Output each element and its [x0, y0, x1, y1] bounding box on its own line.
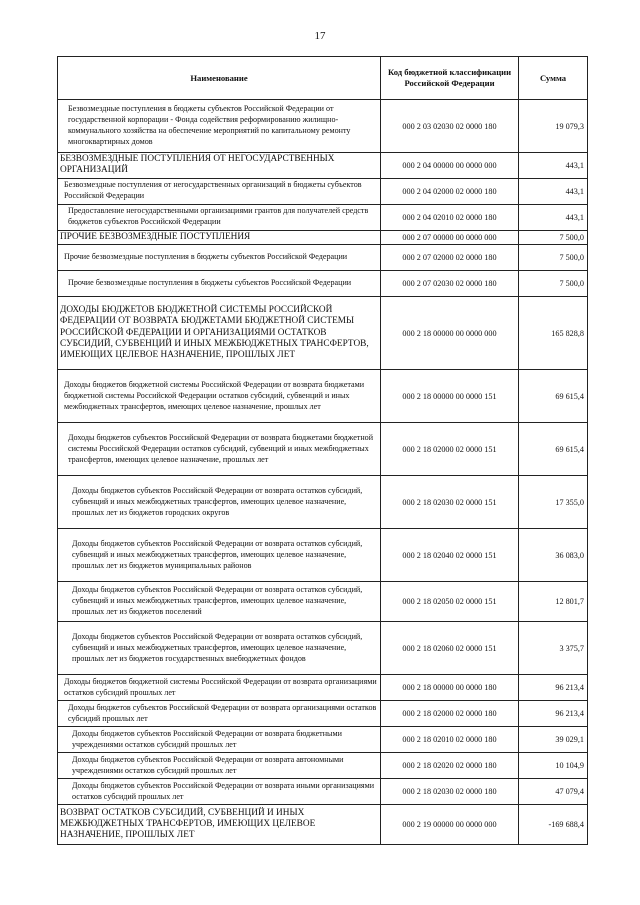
row-code: 000 2 04 02000 02 0000 180: [381, 178, 519, 204]
row-name: Доходы бюджетов субъектов Российской Федерации от возврата автономными учреждениями остатков субсидий прошлых лет: [58, 753, 381, 779]
table-row: [58, 753, 588, 779]
row-sum: 17 355,0: [519, 476, 588, 529]
table-row: [58, 805, 588, 845]
row-code: 000 2 18 00000 00 0000 180: [381, 675, 519, 701]
row-sum: 443,1: [519, 153, 588, 179]
table-row: [58, 529, 588, 582]
row-code: 000 2 04 00000 00 0000 000: [381, 153, 519, 179]
row-code: 000 2 18 02050 02 0000 151: [381, 582, 519, 622]
row-sum: 165 828,8: [519, 297, 588, 370]
row-sum: 7 500,0: [519, 230, 588, 244]
row-code: 000 2 18 02040 02 0000 151: [381, 529, 519, 582]
row-code: 000 2 19 00000 00 0000 000: [381, 805, 519, 845]
row-code: 000 2 07 00000 00 0000 000: [381, 230, 519, 244]
row-sum: -169 688,4: [519, 805, 588, 845]
row-sum: 3 375,7: [519, 622, 588, 675]
row-name: Доходы бюджетов субъектов Российской Федерации от возврата иными организациями остатков субсидий прошлых лет: [58, 779, 381, 805]
row-code: 000 2 18 02000 02 0000 180: [381, 701, 519, 727]
header-name: Наименование: [58, 57, 381, 100]
table-row: [58, 100, 588, 153]
row-sum: 443,1: [519, 204, 588, 230]
row-name: Доходы бюджетов субъектов Российской Федерации от возврата организациями остатков субсидий прошлых лет: [58, 701, 381, 727]
row-sum: 47 079,4: [519, 779, 588, 805]
table-row: [58, 423, 588, 476]
table-row: [58, 779, 588, 805]
table-row: [58, 245, 588, 271]
row-name: Доходы бюджетов субъектов Российской Федерации от возврата остатков субсидий, субвенций и иных межбюджетных трансфертов, имеющих целевое назначение, прошлых лет из бюджетов государственных внебюджетных фондов: [58, 622, 381, 675]
row-name: Прочие безвозмездные поступления в бюджеты субъектов Российской Федерации: [58, 245, 381, 271]
row-sum: 96 213,4: [519, 701, 588, 727]
table-row: [58, 622, 588, 675]
table-row: [58, 701, 588, 727]
page-number: 17: [314, 30, 326, 42]
header-sum: Сумма: [519, 57, 588, 100]
row-name: Доходы бюджетов субъектов Российской Федерации от возврата остатков субсидий, субвенций и иных межбюджетных трансфертов, имеющих целевое назначение, прошлых лет из бюджетов муниципальных районов: [58, 529, 381, 582]
row-sum: 69 615,4: [519, 423, 588, 476]
row-name: Безвозмездные поступления в бюджеты субъектов Российской Федерации от государственной корпорации - Фонда содействия реформированию жилищно-коммунального хозяйства на обеспечение мероприятий по капитальному ремонту многоквартирных домов: [58, 100, 381, 153]
row-sum: 36 083,0: [519, 529, 588, 582]
row-code: 000 2 18 00000 00 0000 000: [381, 297, 519, 370]
table-row: [58, 153, 588, 179]
row-code: 000 2 07 02000 02 0000 180: [381, 245, 519, 271]
row-sum: 7 500,0: [519, 245, 588, 271]
table-row: [58, 727, 588, 753]
row-code: 000 2 18 02030 02 0000 180: [381, 779, 519, 805]
row-name: БЕЗВОЗМЕЗДНЫЕ ПОСТУПЛЕНИЯ ОТ НЕГОСУДАРСТВЕННЫХ ОРГАНИЗАЦИЙ: [58, 153, 381, 179]
row-code: 000 2 04 02010 02 0000 180: [381, 204, 519, 230]
table-row: [58, 204, 588, 230]
budget-table: [57, 56, 588, 845]
row-code: 000 2 07 02030 02 0000 180: [381, 271, 519, 297]
row-sum: 12 801,7: [519, 582, 588, 622]
table-row: [58, 230, 588, 244]
table-row: [58, 271, 588, 297]
row-code: 000 2 18 02020 02 0000 180: [381, 753, 519, 779]
table-row: [58, 370, 588, 423]
row-name: Прочие безвозмездные поступления в бюджеты субъектов Российской Федерации: [58, 271, 381, 297]
table-row: [58, 476, 588, 529]
table-header-row: [58, 57, 588, 100]
table-row: [58, 297, 588, 370]
row-name: Доходы бюджетов субъектов Российской Федерации от возврата бюджетными учреждениями остатков субсидий прошлых лет: [58, 727, 381, 753]
row-code: 000 2 18 00000 00 0000 151: [381, 370, 519, 423]
row-sum: 96 213,4: [519, 675, 588, 701]
row-name: Безвозмездные поступления от негосударственных организаций в бюджеты субъектов Российской Федерации: [58, 178, 381, 204]
row-sum: 19 079,3: [519, 100, 588, 153]
row-name: ВОЗВРАТ ОСТАТКОВ СУБСИДИЙ, СУБВЕНЦИЙ И ИНЫХ МЕЖБЮДЖЕТНЫХ ТРАНСФЕРТОВ, ИМЕЮЩИХ ЦЕЛЕВОЕ НАЗНАЧЕНИЕ, ПРОШЛЫХ ЛЕТ: [58, 805, 381, 845]
row-name: Доходы бюджетов субъектов Российской Федерации от возврата бюджетами бюджетной системы Российской Федерации остатков субсидий, субвенций и иных межбюджетных трансфертов, имеющих целевое назначение, прошлых лет: [58, 423, 381, 476]
table-row: [58, 178, 588, 204]
row-name: ПРОЧИЕ БЕЗВОЗМЕЗДНЫЕ ПОСТУПЛЕНИЯ: [58, 230, 381, 244]
row-name: Доходы бюджетов субъектов Российской Федерации от возврата остатков субсидий, субвенций и иных межбюджетных трансфертов, имеющих целевое назначение, прошлых лет из бюджетов городских округов: [58, 476, 381, 529]
row-name: ДОХОДЫ БЮДЖЕТОВ БЮДЖЕТНОЙ СИСТЕМЫ РОССИЙСКОЙ ФЕДЕРАЦИИ ОТ ВОЗВРАТА БЮДЖЕТАМИ БЮДЖЕТНОЙ СИСТЕМЫ РОССИЙСКОЙ ФЕДЕРАЦИИ И ОРГАНИЗАЦИЯМИ ОСТАТКОВ СУБСИДИЙ, СУБВЕНЦИЙ И ИНЫХ МЕЖБЮДЖЕТНЫХ ТРАНСФЕРТОВ, ИМЕЮЩИХ ЦЕЛЕВОЕ НАЗНАЧЕНИЕ, ПРОШЛЫХ ЛЕТ: [58, 297, 381, 370]
row-code: 000 2 03 02030 02 0000 180: [381, 100, 519, 153]
row-sum: 69 615,4: [519, 370, 588, 423]
row-name: Предоставление негосударственными организациями грантов для получателей средств бюджетов субъектов Российской Федерации: [58, 204, 381, 230]
row-name: Доходы бюджетов субъектов Российской Федерации от возврата остатков субсидий, субвенций и иных межбюджетных трансфертов, имеющих целевое назначение, прошлых лет из бюджетов поселений: [58, 582, 381, 622]
row-code: 000 2 18 02030 02 0000 151: [381, 476, 519, 529]
row-sum: 39 029,1: [519, 727, 588, 753]
table-row: [58, 582, 588, 622]
row-code: 000 2 18 02000 02 0000 151: [381, 423, 519, 476]
row-name: Доходы бюджетов бюджетной системы Российской Федерации от возврата бюджетами бюджетной системы Российской Федерации остатков субсидий, субвенций и иных межбюджетных трансфертов, имеющих целевое назначение, прошлых лет: [58, 370, 381, 423]
row-name: Доходы бюджетов бюджетной системы Российской Федерации от возврата организациями остатков субсидий прошлых лет: [58, 675, 381, 701]
row-code: 000 2 18 02060 02 0000 151: [381, 622, 519, 675]
header-code: Код бюджетной классификации Российской Федерации: [381, 57, 519, 100]
row-sum: 10 104,9: [519, 753, 588, 779]
row-sum: 7 500,0: [519, 271, 588, 297]
table-row: [58, 675, 588, 701]
row-sum: 443,1: [519, 178, 588, 204]
row-code: 000 2 18 02010 02 0000 180: [381, 727, 519, 753]
